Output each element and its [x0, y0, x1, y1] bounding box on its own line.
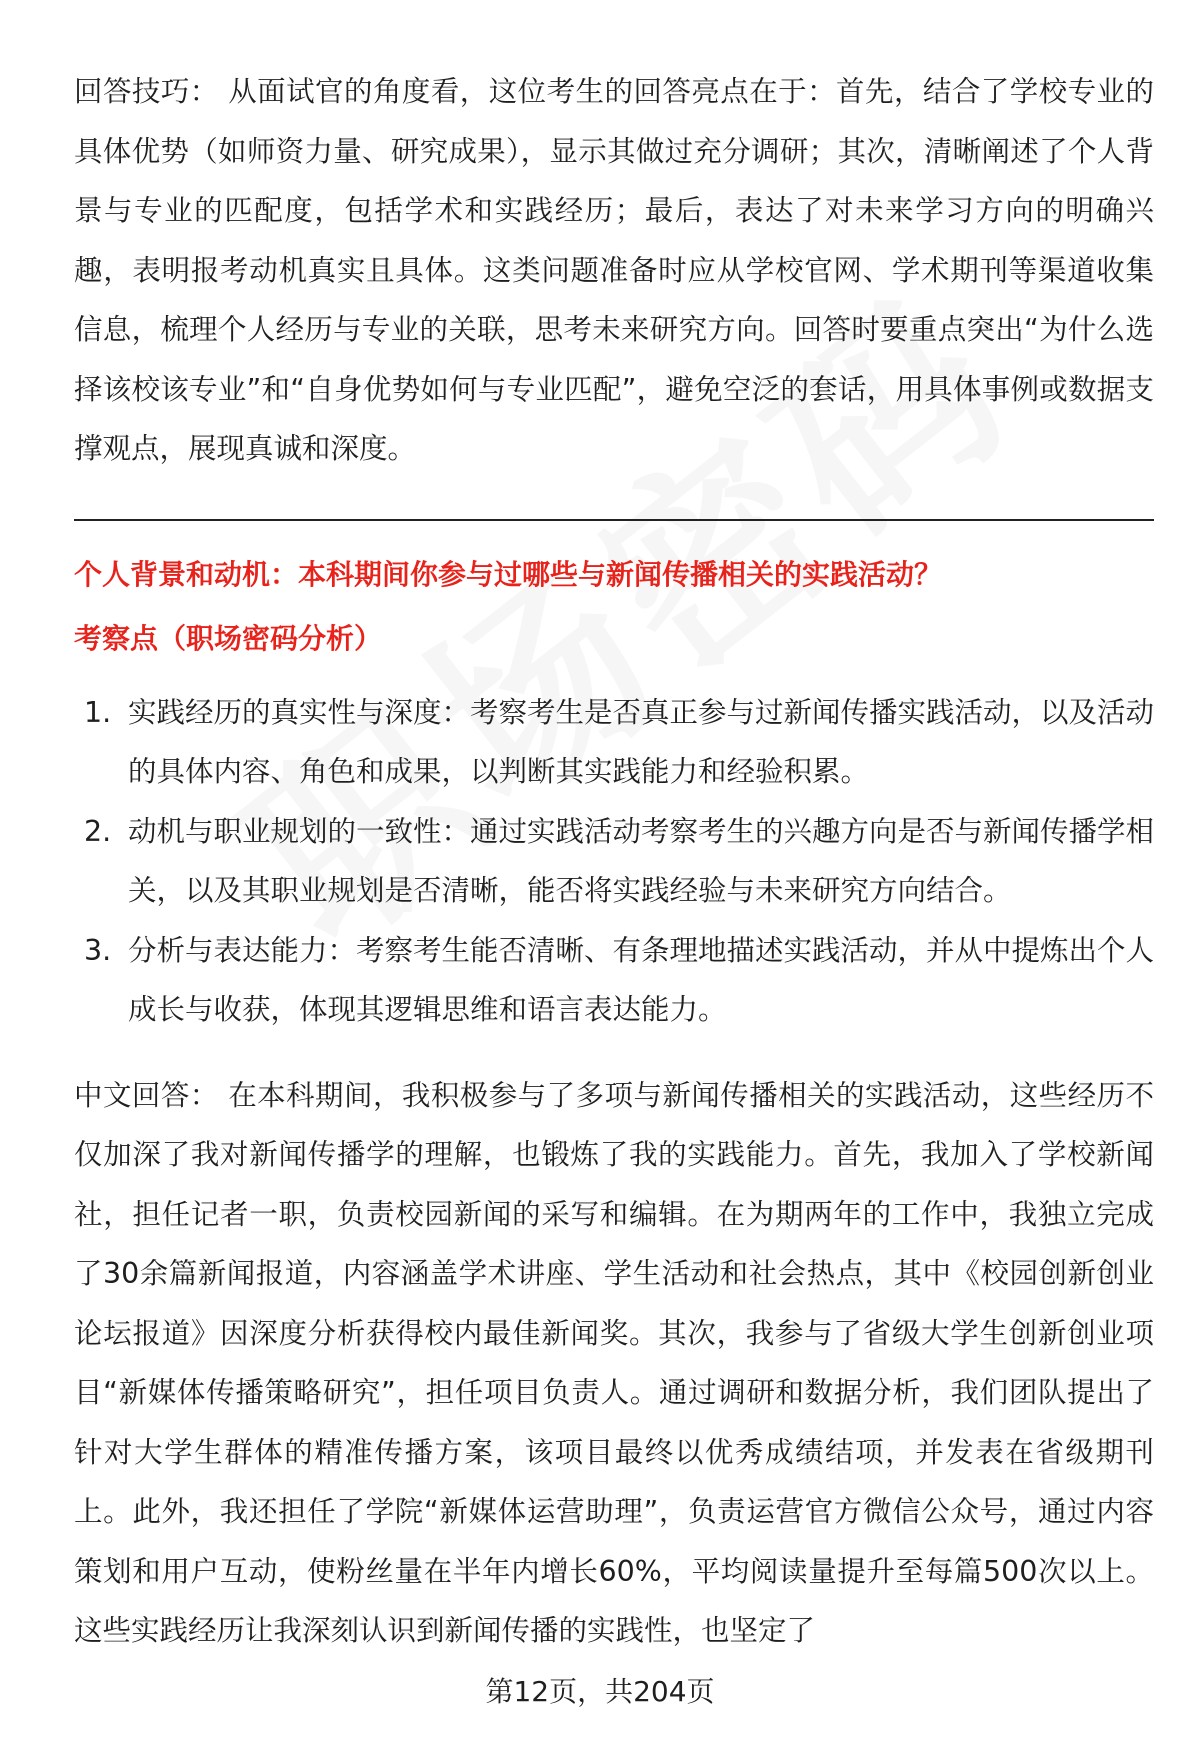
point-text: 动机与职业规划的一致性：通过实践活动考察考生的兴趣方向是否与新闻传播学相关，以及其职业规划是否清晰，能否将实践经验与未来研究方向结合。: [128, 814, 1155, 907]
assessment-points-heading: 考察点（职场密码分析）: [74, 621, 383, 655]
assessment-point: [74, 802, 1154, 921]
assessment-point: [74, 683, 1154, 802]
chinese-answer-paragraph: 中文回答： 在本科期间，我积极参与了多项与新闻传播相关的实践活动，这些经历不仅加深了我对新闻传播学的理解，也锻炼了我的实践能力。首先，我加入了学校新闻社，担任记者一职，负责校园新闻的采写和编辑。在为期两年的工作中，我独立完成了30余篇新闻报道，内容涵盖学术讲座、学生活动和社会热点，其中《校园创新创业论坛报道》因深度分析获得校内最佳新闻奖。其次，我参与了省级大学生创新创业项目“新媒体传播策略研究”，担任项目负责人。通过调研和数据分析，我们团队提出了针对大学生群体的精准传播方案，该项目最终以优秀成绩结项，并发表在省级期刊上。此外，我还担任了学院“新媒体运营助理”，负责运营官方微信公众号，通过内容策划和用户互动，使粉丝量在半年内增长60%，平均阅读量提升至每篇500次以上。这些实践经历让我深刻认识到新闻传播的实践性，也坚定了: [74, 1078, 1154, 1647]
point-number: 3.: [84, 933, 112, 967]
answer-tips-paragraph: 回答技巧： 从面试官的角度看，这位考生的回答亮点在于：首先，结合了学校专业的具体优势（如师资力量、研究成果），显示其做过充分调研；其次，清晰阐述了个人背景与专业的匹配度，包括学术和实践经历；最后，表达了对未来学习方向的明确兴趣，表明报考动机真实且具体。这类问题准备时应从学校官网、学术期刊等渠道收集信息，梳理个人经历与专业的关联，思考未来研究方向。回答时要重点突出“为什么选择该校该专业”和“自身优势如何与专业匹配”，避免空泛的套话，用具体事例或数据支撑观点，展现真诚和深度。: [74, 75, 1154, 465]
point-number: 2.: [84, 814, 112, 848]
document-page: [74, 62, 1154, 1661]
question-heading: 个人背景和动机：本科期间你参与过哪些与新闻传播相关的实践活动？: [74, 557, 943, 591]
point-text: 实践经历的真实性与深度：考察考生是否真正参与过新闻传播实践活动，以及活动的具体内容、角色和成果，以判断其实践能力和经验积累。: [128, 695, 1155, 788]
point-number: 1.: [84, 695, 112, 729]
page-number-footer: 第12页，共204页: [485, 1675, 715, 1708]
section-divider: [74, 519, 1154, 521]
assessment-point: [74, 921, 1154, 1040]
point-text: 分析与表达能力：考察考生能否清晰、有条理地描述实践活动，并从中提炼出个人成长与收获，体现其逻辑思维和语言表达能力。: [128, 933, 1155, 1026]
assessment-points-list: [74, 683, 1154, 1040]
